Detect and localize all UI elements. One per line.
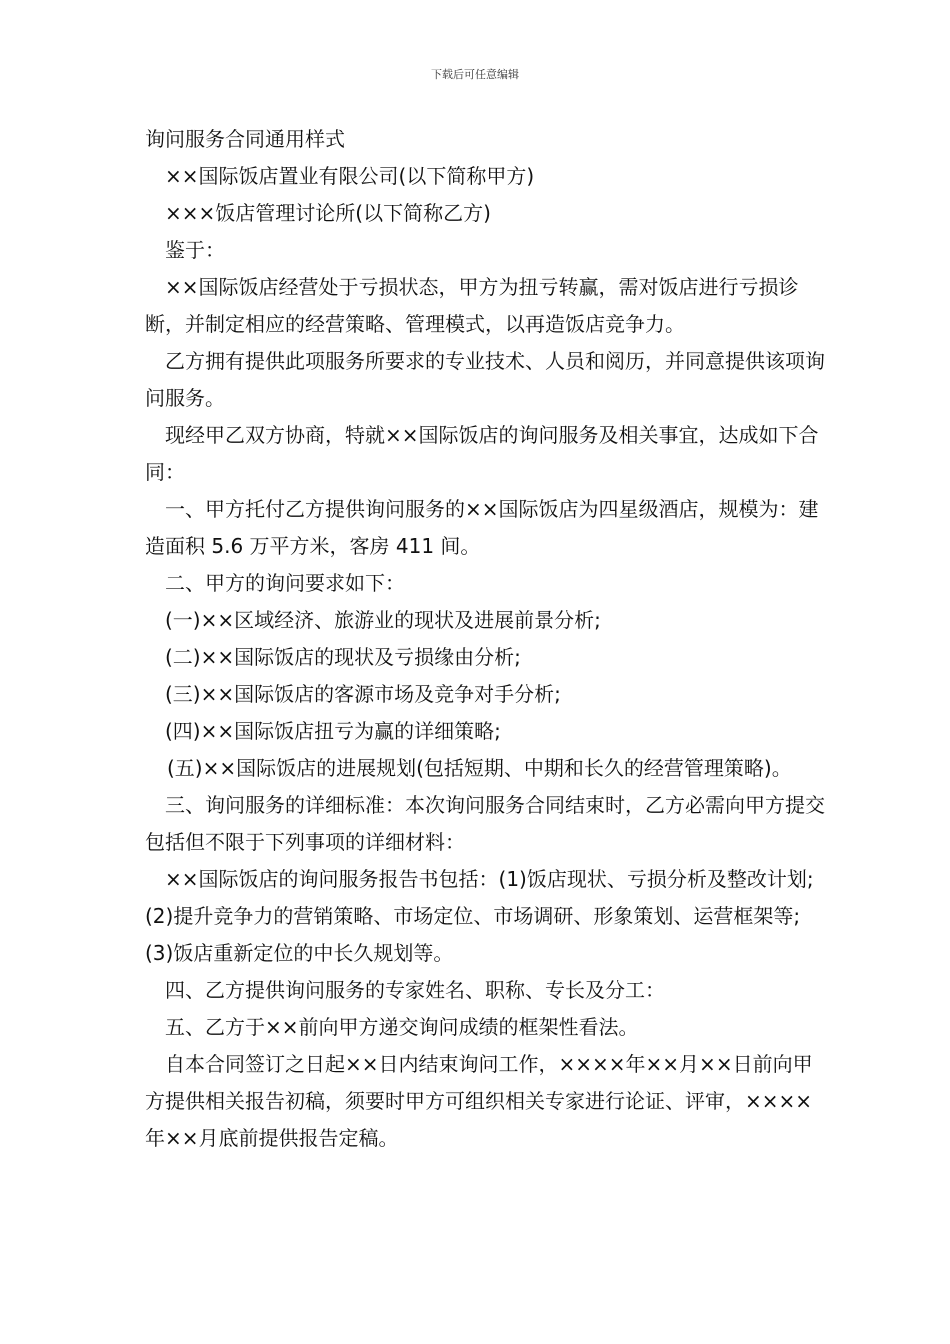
clause-3: 三、询问服务的详细标准：本次询问服务合同结束时，乙方必需向甲方提交包括但不限于下列事项的详细材料：: [145, 793, 825, 854]
document-title: 询问服务合同通用样式: [145, 127, 345, 151]
clause-4: 四、乙方提供询问服务的专家姓名、职称、专长及分工：: [165, 978, 665, 1002]
paragraph-timeline: 自本合同签订之日起××日内结束询问工作，××××年××月××日前向甲方提供相关报告初稿，须要时甲方可组织相关专家进行论证、评审，××××年××月底前提供报告定稿。: [145, 1052, 813, 1150]
paragraph-background: ××国际饭店经营处于亏损状态，甲方为扭亏转赢，需对饭店进行亏损诊断，并制定相应的经营策略、管理模式，以再造饭店竞争力。: [145, 275, 799, 336]
whereas-heading: 鉴于：: [165, 238, 225, 262]
clause-2: 二、甲方的询问要求如下：: [165, 571, 405, 595]
paragraph-agreement-intro: 现经甲乙双方协商，特就××国际饭店的询问服务及相关事宜，达成如下合同：: [145, 423, 819, 484]
clause-2-item-1: (一)××区域经济、旅游业的现状及进展前景分析;: [165, 608, 601, 632]
page-header: 下载后可任意编辑: [431, 68, 519, 81]
paragraph-party-b-capability: 乙方拥有提供此项服务所要求的专业技术、人员和阅历，并同意提供该项询问服务。: [145, 349, 825, 410]
clause-2-item-2: (二)××国际饭店的现状及亏损缘由分析;: [165, 645, 521, 669]
clause-1: 一、甲方托付乙方提供询问服务的××国际饭店为四星级酒店，规模为：建造面积 5.6 万平方米，客房 411 间。: [145, 497, 819, 558]
party-a-line: ××国际饭店置业有限公司(以下简称甲方): [165, 164, 535, 188]
clause-2-item-3: (三)××国际饭店的客源市场及竞争对手分析;: [165, 682, 561, 706]
clause-2-item-5: (五)××国际饭店的进展规划(包括短期、中期和长久的经营管理策略)。: [167, 756, 792, 780]
party-b-line: ×××饭店管理讨论所(以下简称乙方): [165, 201, 491, 225]
clause-2-item-4: (四)××国际饭店扭亏为赢的详细策略;: [165, 719, 501, 743]
clause-5: 五、乙方于××前向甲方递交询问成绩的框架性看法。: [165, 1015, 639, 1039]
document-body: [145, 121, 825, 1157]
clause-3-report-contents: ××国际饭店的询问服务报告书包括：(1)饭店现状、亏损分析及整改计划;(2)提升竞争力的营销策略、市场定位、市场调研、形象策划、运营框架等;(3)饭店重新定位的中长久规划等。: [145, 867, 814, 965]
